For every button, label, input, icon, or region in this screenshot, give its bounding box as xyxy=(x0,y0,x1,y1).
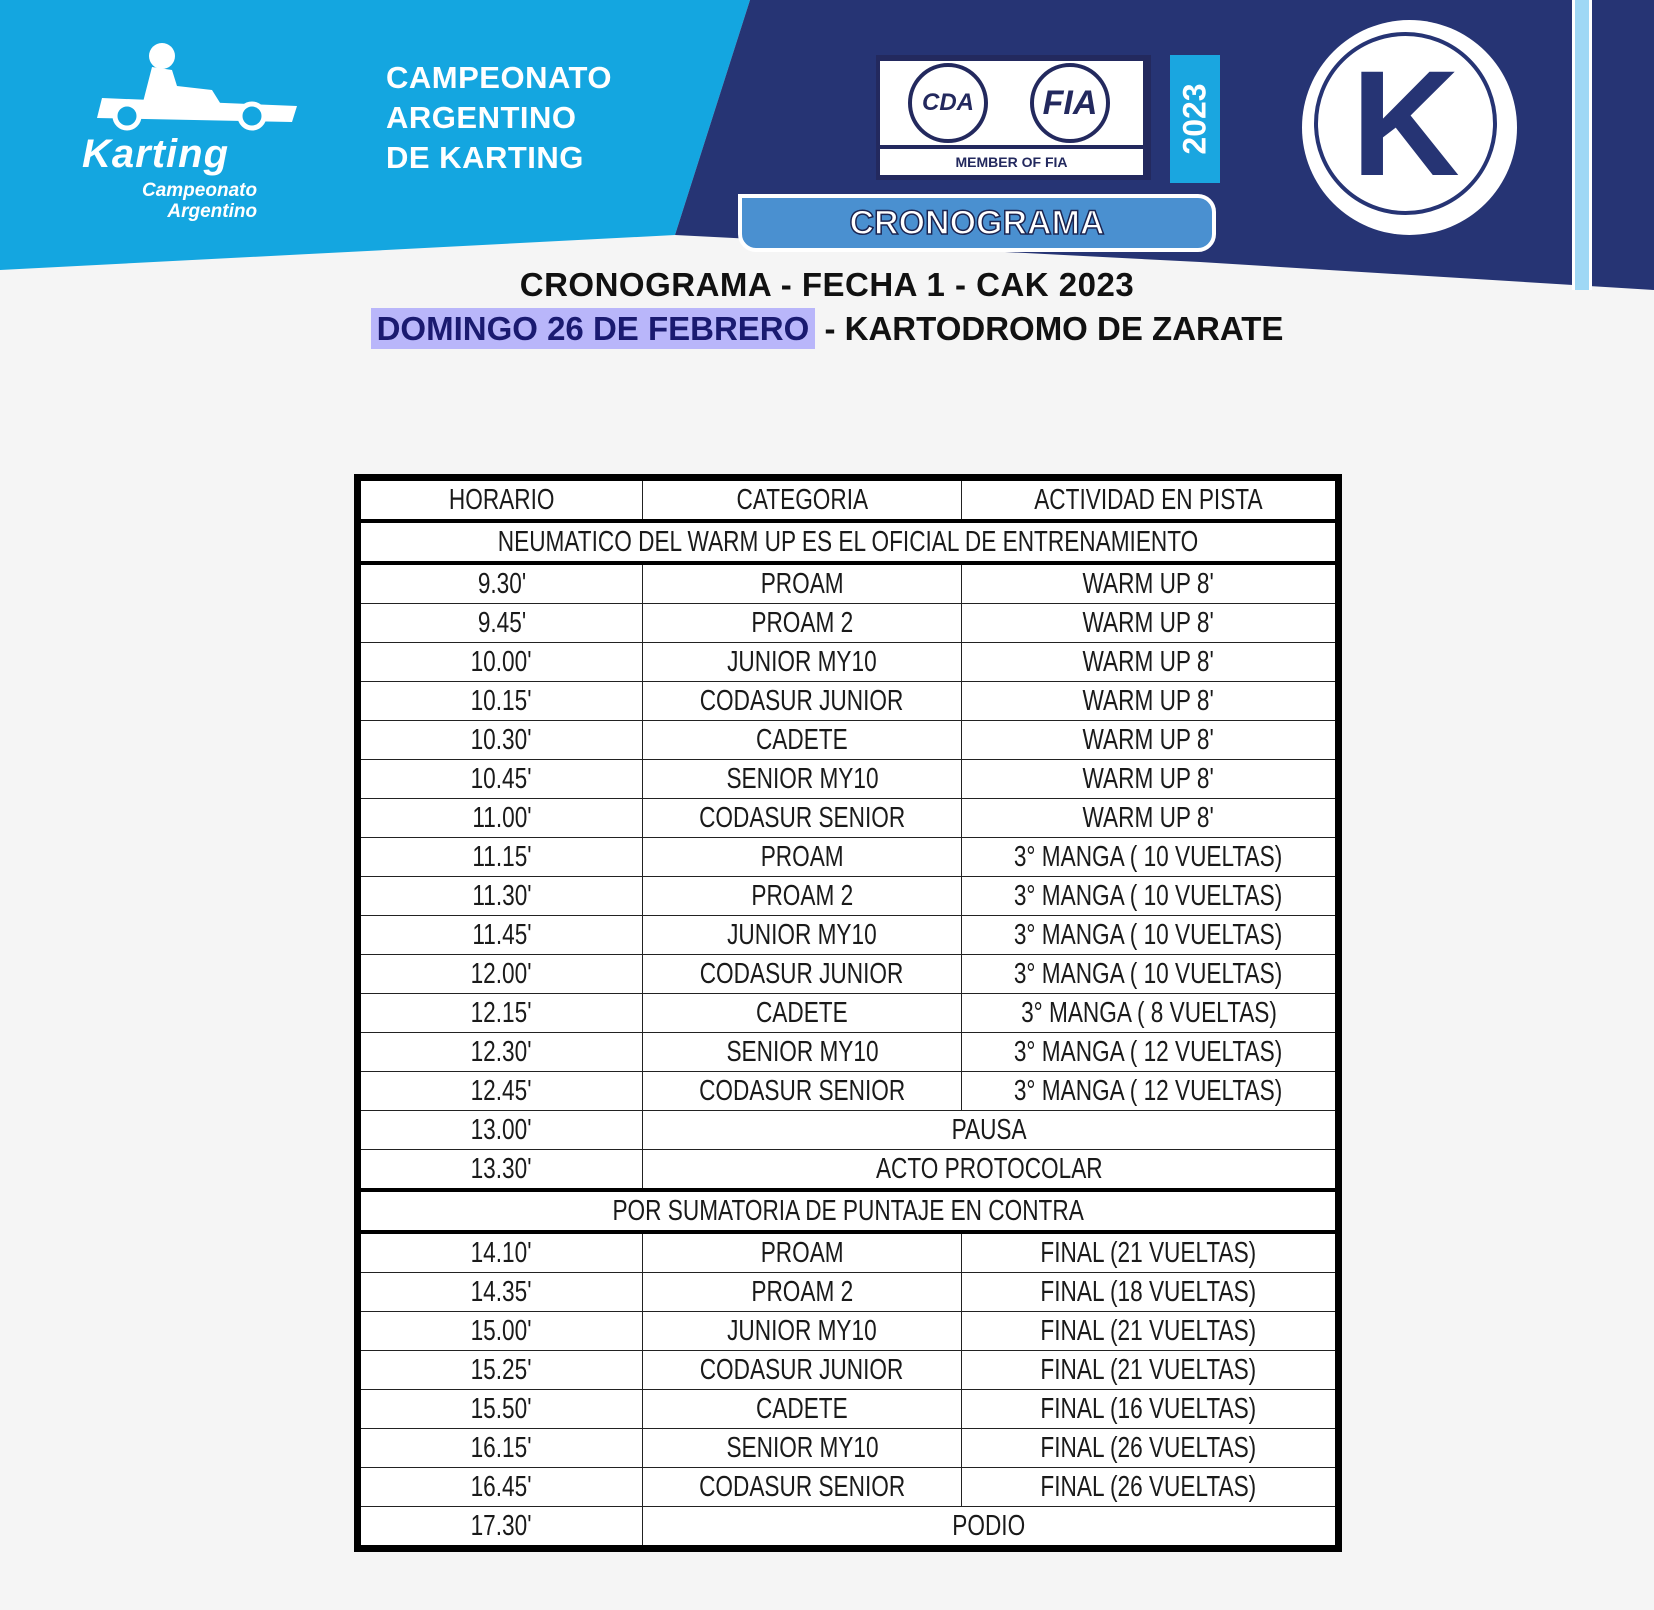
cda-logo: CDA xyxy=(908,63,988,143)
schedule-title: CRONOGRAMA - FECHA 1 - CAK 2023 xyxy=(519,266,1135,303)
category-cell: SENIOR MY10 xyxy=(643,1429,962,1468)
time-cell: 13.30' xyxy=(358,1150,643,1191)
time-cell: 13.00' xyxy=(358,1111,643,1150)
table-row xyxy=(358,1507,1339,1549)
activity-cell: ACTO PROTOCOLAR xyxy=(643,1150,1339,1191)
logo-wordmark: Karting xyxy=(82,132,229,176)
time-cell: 11.15' xyxy=(358,838,643,877)
table-row xyxy=(358,1312,1339,1351)
table-row xyxy=(358,1390,1339,1429)
table-note-row xyxy=(358,1190,1339,1232)
activity-cell: WARM UP 8' xyxy=(962,643,1339,682)
table-row xyxy=(358,1429,1339,1468)
category-cell: JUNIOR MY10 xyxy=(643,916,962,955)
category-cell: CADETE xyxy=(643,994,962,1033)
category-cell: CODASUR SENIOR xyxy=(643,1072,962,1111)
category-cell: CODASUR SENIOR xyxy=(643,799,962,838)
category-cell: PROAM 2 xyxy=(643,604,962,643)
activity-cell: FINAL (26 VUELTAS) xyxy=(962,1468,1339,1507)
activity-cell: 3° MANGA ( 12 VUELTAS) xyxy=(962,1033,1339,1072)
category-cell: JUNIOR MY10 xyxy=(643,643,962,682)
venue: - KARTODROMO DE ZARATE xyxy=(815,310,1284,347)
activity-cell: 3° MANGA ( 10 VUELTAS) xyxy=(962,955,1339,994)
table-row xyxy=(358,1273,1339,1312)
table-header-row xyxy=(358,478,1339,522)
time-cell: 15.00' xyxy=(358,1312,643,1351)
table-row xyxy=(358,643,1339,682)
table-row xyxy=(358,994,1339,1033)
activity-cell: 3° MANGA ( 10 VUELTAS) xyxy=(962,838,1339,877)
year-text: 2023 xyxy=(1176,83,1213,155)
time-cell: 10.15' xyxy=(358,682,643,721)
table-row xyxy=(358,682,1339,721)
activity-cell: FINAL (21 VUELTAS) xyxy=(962,1351,1339,1390)
table-row xyxy=(358,1351,1339,1390)
activity-cell: 3° MANGA ( 8 VUELTAS) xyxy=(962,994,1339,1033)
fia-logos xyxy=(880,61,1143,145)
table-note-row xyxy=(358,521,1339,563)
member-of-fia: MEMBER OF FIA xyxy=(880,149,1143,175)
activity-cell: 3° MANGA ( 10 VUELTAS) xyxy=(962,916,1339,955)
table-row xyxy=(358,1111,1339,1150)
logo-subtitle xyxy=(142,180,257,222)
table-row xyxy=(358,1232,1339,1273)
activity-cell: WARM UP 8' xyxy=(962,760,1339,799)
time-cell: 10.00' xyxy=(358,643,643,682)
activity-cell: WARM UP 8' xyxy=(962,682,1339,721)
date-highlight: DOMINGO 26 DE FEBRERO xyxy=(371,308,816,349)
table-row xyxy=(358,799,1339,838)
time-cell: 14.35' xyxy=(358,1273,643,1312)
activity-cell: FINAL (21 VUELTAS) xyxy=(962,1232,1339,1273)
activity-cell: 3° MANGA ( 12 VUELTAS) xyxy=(962,1072,1339,1111)
category-cell: CODASUR JUNIOR xyxy=(643,955,962,994)
activity-cell: FINAL (26 VUELTAS) xyxy=(962,1429,1339,1468)
championship-title xyxy=(386,58,612,178)
schedule-subtitle xyxy=(0,310,1654,348)
table-row xyxy=(358,563,1339,604)
time-cell: 10.30' xyxy=(358,721,643,760)
logo-sub-2: Argentino xyxy=(167,201,258,222)
activity-cell: FINAL (18 VUELTAS) xyxy=(962,1273,1339,1312)
activity-cell: 3° MANGA ( 10 VUELTAS) xyxy=(962,877,1339,916)
karting-logo xyxy=(82,40,322,222)
time-cell: 16.45' xyxy=(358,1468,643,1507)
note-cell: NEUMATICO DEL WARM UP ES EL OFICIAL DE ENTRENAMIENTO xyxy=(358,521,1339,563)
category-cell: CODASUR JUNIOR xyxy=(643,1351,962,1390)
table-row xyxy=(358,838,1339,877)
header-actividad: ACTIVIDAD EN PISTA xyxy=(962,478,1339,522)
table-row xyxy=(358,877,1339,916)
k-logo xyxy=(1302,20,1517,235)
cronograma-badge: CRONOGRAMA xyxy=(738,194,1216,252)
note-cell: POR SUMATORIA DE PUNTAJE EN CONTRA xyxy=(358,1190,1339,1232)
time-cell: 12.00' xyxy=(358,955,643,994)
time-cell: 11.00' xyxy=(358,799,643,838)
time-cell: 12.15' xyxy=(358,994,643,1033)
category-cell: PROAM 2 xyxy=(643,1273,962,1312)
title-line: CAMPEONATO xyxy=(386,60,613,95)
k-letter: K xyxy=(1314,32,1497,215)
table-row xyxy=(358,1468,1339,1507)
time-cell: 17.30' xyxy=(358,1507,643,1549)
table-row xyxy=(358,721,1339,760)
fia-member-badge xyxy=(876,55,1151,180)
time-cell: 14.10' xyxy=(358,1232,643,1273)
time-cell: 9.45' xyxy=(358,604,643,643)
table-row xyxy=(358,1150,1339,1191)
kart-driver-icon xyxy=(82,40,312,132)
category-cell: SENIOR MY10 xyxy=(643,760,962,799)
activity-cell: WARM UP 8' xyxy=(962,721,1339,760)
time-cell: 16.15' xyxy=(358,1429,643,1468)
category-cell: PROAM xyxy=(643,563,962,604)
time-cell: 15.25' xyxy=(358,1351,643,1390)
category-cell: CODASUR JUNIOR xyxy=(643,682,962,721)
category-cell: PROAM 2 xyxy=(643,877,962,916)
time-cell: 10.45' xyxy=(358,760,643,799)
time-cell: 12.45' xyxy=(358,1072,643,1111)
time-cell: 15.50' xyxy=(358,1390,643,1429)
schedule-table xyxy=(354,474,1342,1552)
activity-cell: PAUSA xyxy=(643,1111,1339,1150)
time-cell: 11.30' xyxy=(358,877,643,916)
category-cell: SENIOR MY10 xyxy=(643,1033,962,1072)
category-cell: JUNIOR MY10 xyxy=(643,1312,962,1351)
header-horario: HORARIO xyxy=(358,478,643,522)
title-line: ARGENTINO xyxy=(386,100,577,135)
time-cell: 11.45' xyxy=(358,916,643,955)
activity-cell: PODIO xyxy=(643,1507,1339,1549)
category-cell: CODASUR SENIOR xyxy=(643,1468,962,1507)
activity-cell: WARM UP 8' xyxy=(962,604,1339,643)
year-badge xyxy=(1170,55,1220,183)
activity-cell: FINAL (21 VUELTAS) xyxy=(962,1312,1339,1351)
time-cell: 12.30' xyxy=(358,1033,643,1072)
category-cell: PROAM xyxy=(643,838,962,877)
activity-cell: WARM UP 8' xyxy=(962,799,1339,838)
table-row xyxy=(358,1072,1339,1111)
logo-sub-1: Campeonato xyxy=(142,180,258,201)
category-cell: PROAM xyxy=(643,1232,962,1273)
table-row xyxy=(358,916,1339,955)
time-cell: 9.30' xyxy=(358,563,643,604)
title-line: DE KARTING xyxy=(386,140,584,175)
header-categoria: CATEGORIA xyxy=(643,478,962,522)
fia-logo: FIA xyxy=(1030,63,1110,143)
table-row xyxy=(358,760,1339,799)
flag-ribbon xyxy=(1572,0,1592,290)
activity-cell: WARM UP 8' xyxy=(962,563,1339,604)
category-cell: CADETE xyxy=(643,721,962,760)
category-cell: CADETE xyxy=(643,1390,962,1429)
activity-cell: FINAL (16 VUELTAS) xyxy=(962,1390,1339,1429)
table-row xyxy=(358,604,1339,643)
table-row xyxy=(358,1033,1339,1072)
table-row xyxy=(358,955,1339,994)
